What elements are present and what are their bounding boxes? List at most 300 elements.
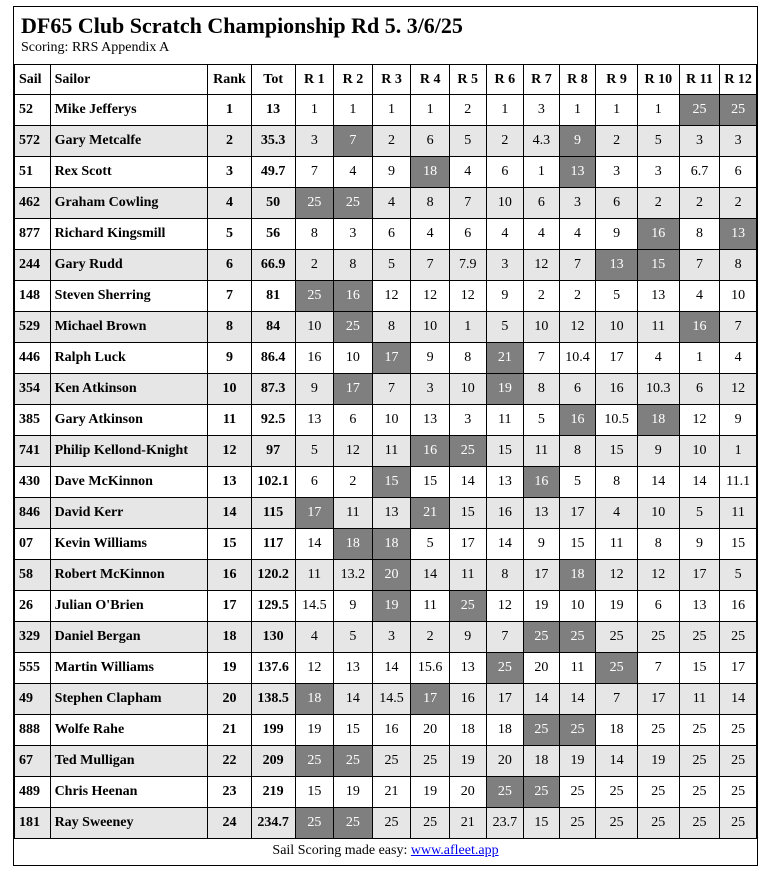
table-row [15,653,757,684]
race-score: 6 [596,188,638,219]
race-score: 8 [720,250,757,281]
race-score: 2 [559,281,596,312]
total-points: 120.2 [251,560,295,591]
sail-number: 888 [15,715,51,746]
race-score-discarded: 25 [679,95,720,126]
race-score: 17 [720,653,757,684]
table-row [15,684,757,715]
table-row [15,622,757,653]
total-points: 129.5 [251,591,295,622]
table-row [15,715,757,746]
race-score: 8 [559,436,596,467]
race-score: 2 [524,281,560,312]
race-score: 20 [486,746,524,777]
race-score: 5 [486,312,524,343]
sailor-name: Ted Mulligan [50,746,208,777]
race-score: 5 [596,281,638,312]
race-score: 16 [486,498,524,529]
sailor-name: Julian O'Brien [50,591,208,622]
rank-value: 13 [208,467,252,498]
race-score: 1 [637,95,679,126]
race-score: 16 [449,684,486,715]
race-score: 3 [637,157,679,188]
sailor-name: Graham Cowling [50,188,208,219]
race-score: 25 [637,777,679,808]
race-score: 8 [524,374,560,405]
race-score: 19 [411,777,450,808]
race-score: 12 [524,250,560,281]
sailor-name: Michael Brown [50,312,208,343]
race-score: 8 [449,343,486,374]
race-score: 5 [679,498,720,529]
race-score: 2 [720,188,757,219]
total-points: 87.3 [251,374,295,405]
race-score: 25 [411,808,450,839]
race-score-discarded: 19 [486,374,524,405]
race-score: 12 [411,281,450,312]
total-points: 66.9 [251,250,295,281]
race-score: 17 [486,684,524,715]
race-score-discarded: 25 [486,653,524,684]
race-score: 9 [411,343,450,374]
race-score: 17 [596,343,638,374]
page-title: DF65 Club Scratch Championship Rd 5. 3/6/25 [21,13,463,38]
race-score: 8 [679,219,720,250]
rank-value: 24 [208,808,252,839]
race-score: 3 [334,219,373,250]
race-score: 11 [334,498,373,529]
race-score: 25 [720,777,757,808]
rank-value: 1 [208,95,252,126]
race-score: 10 [596,312,638,343]
race-score: 12 [449,281,486,312]
race-score: 6 [637,591,679,622]
col-header-r2: R 2 [334,65,373,95]
race-score: 25 [720,715,757,746]
results-body [15,95,757,839]
race-score: 4 [449,157,486,188]
race-score: 15 [720,529,757,560]
race-score: 13 [524,498,560,529]
rank-value: 7 [208,281,252,312]
race-score: 3 [524,95,560,126]
sailor-name: Wolfe Rahe [50,715,208,746]
race-score: 6 [720,157,757,188]
race-score: 10 [372,405,411,436]
rank-value: 6 [208,250,252,281]
race-score: 14 [334,684,373,715]
race-score: 25 [372,746,411,777]
race-score: 13.2 [334,560,373,591]
race-score-discarded: 15 [637,250,679,281]
race-score-discarded: 13 [596,250,638,281]
race-score-discarded: 15 [372,467,411,498]
table-row [15,343,757,374]
col-header-sailor: Sailor [50,65,208,95]
race-score: 25 [596,808,638,839]
race-score-discarded: 21 [486,343,524,374]
race-score: 6 [524,188,560,219]
race-score-discarded: 25 [295,188,334,219]
race-score: 6 [449,219,486,250]
race-score: 25 [679,777,720,808]
race-score: 12 [637,560,679,591]
race-score: 11 [372,436,411,467]
race-score: 15 [486,436,524,467]
table-row [15,467,757,498]
race-score: 18 [486,715,524,746]
race-score: 15 [411,467,450,498]
sail-number: 58 [15,560,51,591]
total-points: 102.1 [251,467,295,498]
race-score: 3 [372,622,411,653]
col-header-r7: R 7 [524,65,560,95]
race-score: 15.6 [411,653,450,684]
scoring-system: Scoring: RRS Appendix A [21,40,170,55]
table-row [15,746,757,777]
rank-value: 8 [208,312,252,343]
race-score: 17 [559,498,596,529]
table-row [15,560,757,591]
race-score: 10.5 [596,405,638,436]
race-score: 16 [720,591,757,622]
race-score: 11 [486,405,524,436]
race-score: 5 [372,250,411,281]
race-score-discarded: 18 [295,684,334,715]
sailor-name: Richard Kingsmill [50,219,208,250]
race-score: 3 [486,250,524,281]
race-score: 3 [411,374,450,405]
race-score: 7 [372,374,411,405]
race-score: 11 [559,653,596,684]
race-score: 17 [524,560,560,591]
race-score: 19 [295,715,334,746]
race-score: 3 [559,188,596,219]
race-score: 1 [372,95,411,126]
race-score: 25 [637,622,679,653]
race-score-discarded: 17 [411,684,450,715]
race-score: 13 [679,591,720,622]
race-score: 10 [295,312,334,343]
race-score: 17 [637,684,679,715]
race-score: 4 [720,343,757,374]
race-score: 19 [559,746,596,777]
sailor-name: Ralph Luck [50,343,208,374]
race-score: 5 [559,467,596,498]
race-score: 10 [449,374,486,405]
results-sheet [13,6,758,866]
race-score: 19 [334,777,373,808]
race-score: 12 [559,312,596,343]
race-score: 15 [559,529,596,560]
race-score: 25 [596,777,638,808]
race-score: 11 [295,560,334,591]
race-score: 11 [524,436,560,467]
race-score: 19 [524,591,560,622]
rank-value: 19 [208,653,252,684]
rank-value: 4 [208,188,252,219]
race-score: 6 [679,374,720,405]
race-score: 2 [637,188,679,219]
race-score-discarded: 16 [559,405,596,436]
race-score-discarded: 25 [524,777,560,808]
col-header-r9: R 9 [596,65,638,95]
col-header-r10: R 10 [637,65,679,95]
race-score-discarded: 25 [449,591,486,622]
race-score: 11 [720,498,757,529]
total-points: 97 [251,436,295,467]
race-score-discarded: 17 [295,498,334,529]
race-score-discarded: 13 [559,157,596,188]
race-score-discarded: 9 [559,126,596,157]
race-score-discarded: 17 [372,343,411,374]
sailor-name: Kevin Williams [50,529,208,560]
race-score: 11 [637,312,679,343]
race-score: 1 [559,95,596,126]
race-score: 13 [411,405,450,436]
afleet-link[interactable]: www.afleet.app [410,843,499,858]
race-score: 7.9 [449,250,486,281]
race-score-discarded: 25 [524,715,560,746]
race-score: 14 [411,560,450,591]
race-score: 4 [411,219,450,250]
race-score: 7 [449,188,486,219]
table-row [15,777,757,808]
race-score: 15 [596,436,638,467]
rank-value: 5 [208,219,252,250]
race-score: 9 [524,529,560,560]
race-score: 9 [486,281,524,312]
race-score: 10 [679,436,720,467]
race-score: 8 [596,467,638,498]
race-score: 6 [559,374,596,405]
race-score-discarded: 19 [372,591,411,622]
rank-value: 3 [208,157,252,188]
race-score: 16 [295,343,334,374]
race-score-discarded: 25 [334,746,373,777]
race-score: 15 [295,777,334,808]
sailor-name: Robert McKinnon [50,560,208,591]
race-score: 16 [596,374,638,405]
race-score: 12 [720,374,757,405]
sail-number: 244 [15,250,51,281]
race-score: 19 [449,746,486,777]
race-score: 19 [637,746,679,777]
race-score: 25 [720,746,757,777]
col-header-r1: R 1 [295,65,334,95]
race-score: 14 [449,467,486,498]
col-header-r5: R 5 [449,65,486,95]
race-score: 7 [524,343,560,374]
race-score: 13 [486,467,524,498]
sail-number: 572 [15,126,51,157]
sailor-name: Rex Scott [50,157,208,188]
race-score: 3 [596,157,638,188]
sail-number: 529 [15,312,51,343]
rank-value: 20 [208,684,252,715]
race-score: 7 [295,157,334,188]
race-score: 10.3 [637,374,679,405]
total-points: 50 [251,188,295,219]
race-score: 13 [295,405,334,436]
race-score: 10 [524,312,560,343]
race-score: 25 [559,777,596,808]
rank-value: 16 [208,560,252,591]
race-score: 14.5 [372,684,411,715]
race-score: 1 [411,95,450,126]
race-score: 1 [449,312,486,343]
race-score: 13 [372,498,411,529]
race-score-discarded: 20 [372,560,411,591]
table-row [15,405,757,436]
race-score: 25 [637,715,679,746]
race-score-discarded: 25 [524,622,560,653]
race-score: 10 [637,498,679,529]
race-score: 3 [295,126,334,157]
col-header-r3: R 3 [372,65,411,95]
col-header-r6: R 6 [486,65,524,95]
sailor-name: David Kerr [50,498,208,529]
table-row [15,808,757,839]
sail-number: 846 [15,498,51,529]
race-score: 12 [295,653,334,684]
race-score-discarded: 18 [637,405,679,436]
race-score: 25 [679,622,720,653]
race-score: 11.1 [720,467,757,498]
race-score: 5 [720,560,757,591]
race-score-discarded: 25 [295,281,334,312]
total-points: 209 [251,746,295,777]
race-score: 7 [486,622,524,653]
sail-number: 181 [15,808,51,839]
table-row [15,591,757,622]
race-score: 9 [720,405,757,436]
col-header-sail: Sail [15,65,51,95]
rank-value: 11 [208,405,252,436]
sail-number: 07 [15,529,51,560]
race-score: 14 [679,467,720,498]
race-score: 1 [486,95,524,126]
race-score: 1 [334,95,373,126]
race-score-discarded: 18 [559,560,596,591]
table-row [15,498,757,529]
col-header-r11: R 11 [679,65,720,95]
race-score: 14 [295,529,334,560]
race-score: 5 [449,126,486,157]
rank-value: 18 [208,622,252,653]
race-score: 2 [679,188,720,219]
race-score: 23.7 [486,808,524,839]
race-score-discarded: 17 [334,374,373,405]
table-row [15,436,757,467]
race-score: 18 [449,715,486,746]
race-score: 14 [372,653,411,684]
race-score: 8 [372,312,411,343]
race-score: 2 [411,622,450,653]
sailor-name: Gary Rudd [50,250,208,281]
table-row [15,95,757,126]
sailor-name: Martin Williams [50,653,208,684]
rank-value: 12 [208,436,252,467]
table-row [15,188,757,219]
race-score: 9 [372,157,411,188]
total-points: 86.4 [251,343,295,374]
race-score: 8 [411,188,450,219]
rank-value: 2 [208,126,252,157]
race-score: 7 [720,312,757,343]
race-score: 16 [372,715,411,746]
race-score: 12 [334,436,373,467]
race-score: 6.7 [679,157,720,188]
race-score: 20 [411,715,450,746]
sail-number: 385 [15,405,51,436]
race-score-discarded: 25 [295,746,334,777]
race-score: 2 [372,126,411,157]
race-score: 17 [679,560,720,591]
sailor-name: Gary Metcalfe [50,126,208,157]
total-points: 13 [251,95,295,126]
race-score: 7 [596,684,638,715]
sail-number: 49 [15,684,51,715]
race-score: 3 [720,126,757,157]
race-score: 7 [679,250,720,281]
race-score: 2 [295,250,334,281]
race-score: 25 [596,622,638,653]
race-score-discarded: 25 [596,653,638,684]
total-points: 56 [251,219,295,250]
table-row [15,281,757,312]
race-score: 25 [720,622,757,653]
total-points: 130 [251,622,295,653]
race-score: 10 [334,343,373,374]
total-points: 49.7 [251,157,295,188]
race-score: 6 [334,405,373,436]
sailor-name: Ray Sweeney [50,808,208,839]
race-score-discarded: 16 [679,312,720,343]
race-score: 12 [596,560,638,591]
race-score: 1 [679,343,720,374]
race-score: 18 [596,715,638,746]
race-score: 1 [524,157,560,188]
table-row [15,529,757,560]
race-score: 18 [524,746,560,777]
sail-number: 354 [15,374,51,405]
sail-number: 430 [15,467,51,498]
race-score: 10 [486,188,524,219]
footer-text: Sail Scoring made easy: [272,843,411,858]
race-score: 25 [679,746,720,777]
header-row [15,65,757,95]
rank-value: 10 [208,374,252,405]
col-header-tot: Tot [251,65,295,95]
total-points: 199 [251,715,295,746]
race-score: 9 [596,219,638,250]
race-score: 2 [596,126,638,157]
rank-value: 23 [208,777,252,808]
race-score: 20 [449,777,486,808]
race-score: 4 [334,157,373,188]
race-score-discarded: 16 [637,219,679,250]
rank-value: 22 [208,746,252,777]
race-score: 9 [679,529,720,560]
race-score: 3 [449,405,486,436]
sail-number: 148 [15,281,51,312]
sail-number: 446 [15,343,51,374]
total-points: 234.7 [251,808,295,839]
race-score: 4 [486,219,524,250]
race-score: 3 [679,126,720,157]
total-points: 84 [251,312,295,343]
